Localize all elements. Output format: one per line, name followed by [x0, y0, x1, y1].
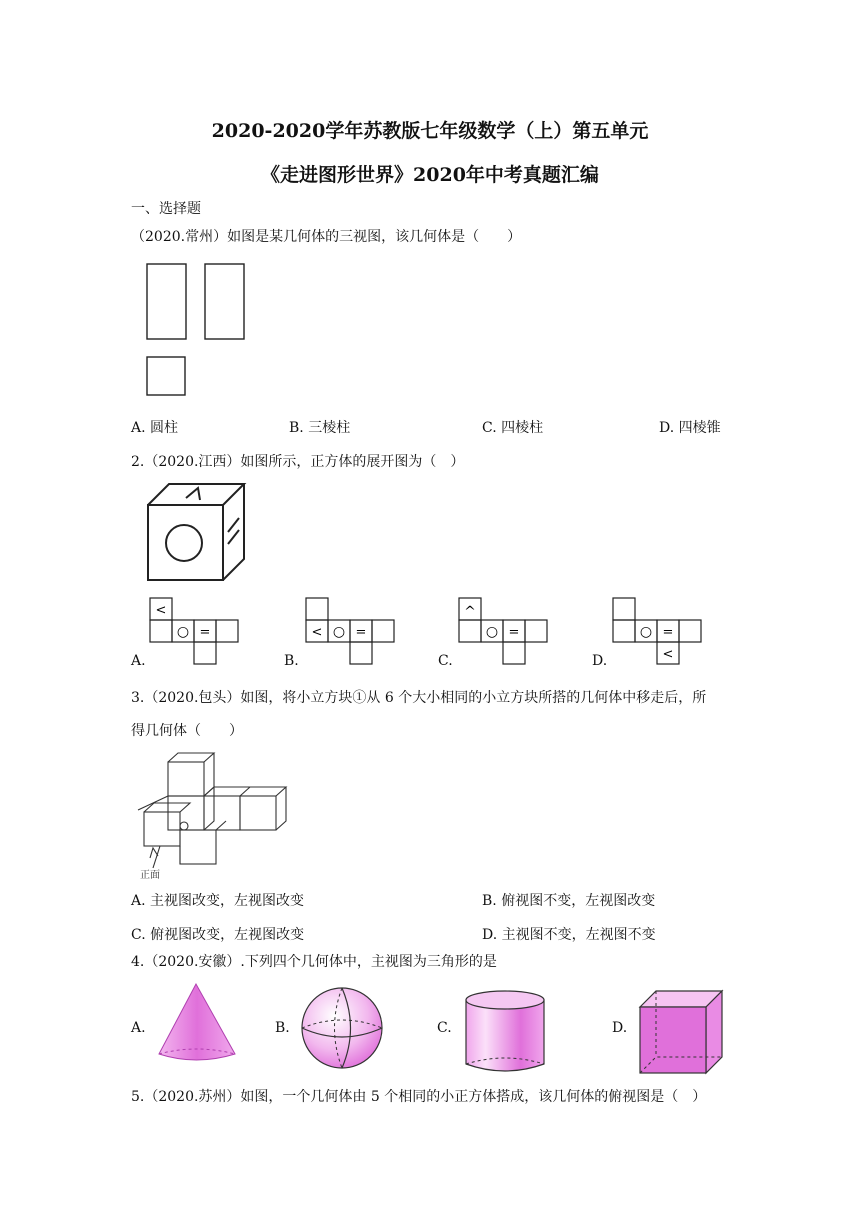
q2-net-d-eq: = — [662, 625, 674, 640]
q2-net-c — [459, 598, 551, 664]
q5-stem: 5.（2020.苏州）如图，一个几何体由 5 个相同的小正方体搭成，该几何体的俯视图是（ ） — [131, 1089, 707, 1105]
q2-net-c-caret: ^ — [464, 604, 476, 620]
q1-option-b[interactable]: B. 三棱柱 — [289, 420, 351, 436]
q2-net-b — [306, 598, 398, 664]
q4-stem: 4.（2020.安徽）.下列四个几何体中，主视图为三角形的是 — [131, 954, 497, 970]
q2-net-d — [613, 598, 705, 664]
q4-option-a[interactable]: A. — [131, 1020, 146, 1036]
q3-option-b[interactable]: B. 俯视图不变，左视图改变 — [482, 893, 656, 909]
q1-front-view — [147, 264, 186, 339]
q1-option-d[interactable]: D. 四棱锥 — [659, 420, 721, 436]
q1-three-views-figure — [143, 260, 253, 400]
q2-net-b-circle: ○ — [332, 624, 346, 640]
q2-net-a-eq: = — [199, 625, 211, 640]
q3-cube-stack-figure — [138, 750, 298, 880]
q4-option-c[interactable]: C. — [437, 1020, 452, 1036]
q2-net-b-eq: = — [355, 625, 367, 640]
q2-net-c-circle: ○ — [485, 624, 499, 640]
q2-stem: 2.（2020.江西）如图所示，正方体的展开图为（ ） — [131, 454, 465, 470]
q2-net-a-circle: ○ — [176, 624, 190, 640]
q2-option-a[interactable]: A. — [131, 653, 146, 669]
q4-option-d[interactable]: D. — [612, 1020, 628, 1036]
q4-option-b[interactable]: B. — [275, 1020, 290, 1036]
q1-option-a[interactable]: A. 圆柱 — [131, 420, 179, 436]
q3-option-a[interactable]: A. 主视图改变，左视图改变 — [131, 893, 305, 909]
section-heading: 一、选择题 — [131, 201, 201, 217]
title-line-2: 《走进图形世界》2020年中考真题汇编 — [261, 164, 599, 186]
q4-sphere — [299, 986, 389, 1076]
q2-net-d-circle: ○ — [639, 624, 653, 640]
q2-net-b-lt: < — [311, 625, 323, 640]
q3-stem-line-2: 得几何体（ ） — [131, 723, 243, 739]
q2-net-d-lt: < — [662, 647, 674, 662]
q2-cube-figure — [144, 480, 254, 585]
q1-stem: （2020.常州）如图是某几何体的三视图，该几何体是（ ） — [131, 229, 522, 245]
q2-option-c[interactable]: C. — [438, 653, 453, 669]
q4-cylinder — [462, 988, 552, 1078]
q2-option-d[interactable]: D. — [592, 653, 608, 669]
q4-cube — [636, 987, 726, 1077]
q2-net-c-eq: = — [508, 625, 520, 640]
q3-front-label: 正面 — [140, 870, 160, 881]
q3-option-c[interactable]: C. 俯视图改变，左视图改变 — [131, 927, 305, 943]
q1-side-view — [205, 264, 244, 339]
q2-net-a — [150, 598, 242, 664]
q2-net-a-lt: < — [155, 603, 167, 618]
q1-option-c[interactable]: C. 四棱柱 — [482, 420, 544, 436]
q1-top-view — [147, 357, 185, 395]
q2-option-b[interactable]: B. — [284, 653, 299, 669]
q2-cube-caret-face — [186, 488, 200, 500]
q2-cube-circle-face — [166, 525, 202, 561]
title-line-1: 2020-2020学年苏教版七年级数学（上）第五单元 — [211, 120, 649, 142]
q3-stem-line-1: 3.（2020.包头）如图，将小立方块①从 6 个大小相同的小立方块所搭的几何体中移走后，所 — [131, 690, 707, 706]
q4-cone — [155, 980, 245, 1070]
q3-option-d[interactable]: D. 主视图不变，左视图不变 — [482, 927, 656, 943]
